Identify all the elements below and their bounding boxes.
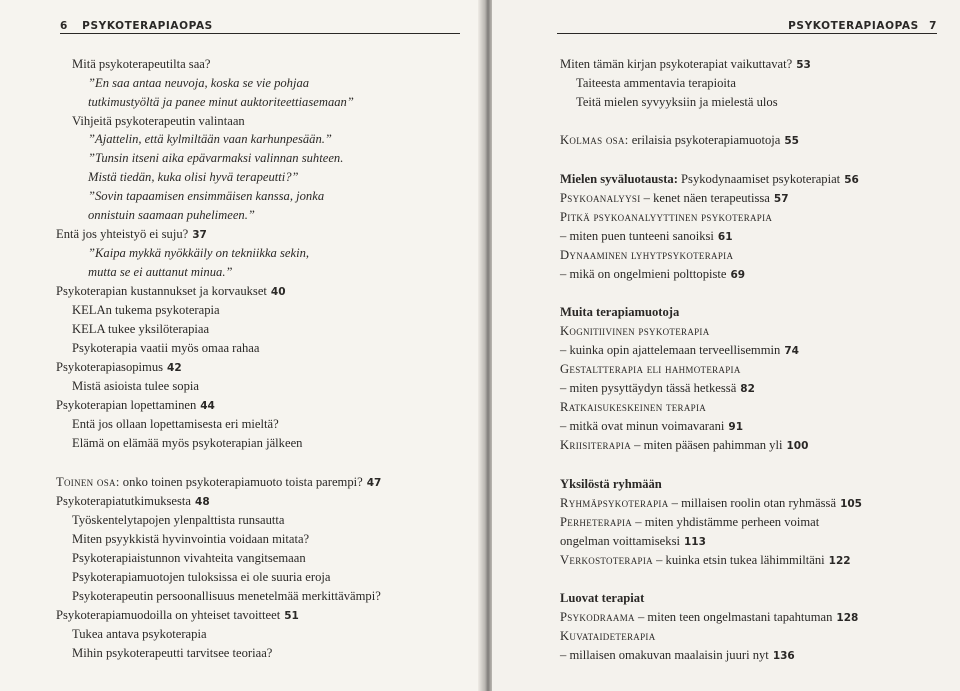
toc-page-number: 74 — [784, 345, 799, 357]
toc-line — [72, 512, 284, 528]
toc-line-text: Yksilöstä ryhmään — [560, 477, 662, 491]
toc-page-number: 51 — [284, 610, 299, 622]
toc-line — [88, 131, 332, 147]
toc-line — [560, 247, 733, 263]
toc-line-text: Miten tämän kirjan psykoterapiat vaikuttavat? — [560, 57, 793, 71]
toc-line-text: Psykoterapian lopettaminen — [56, 398, 197, 412]
right-page — [492, 0, 960, 691]
toc-line — [72, 550, 306, 566]
toc-line — [560, 514, 819, 530]
toc-line-text: – miten yhdistämme perheen voimat — [632, 515, 820, 529]
left-page-number: 6 — [60, 20, 68, 32]
toc-part-label: Perheterapia — [560, 515, 633, 529]
toc-line — [560, 132, 799, 149]
right-header-title: PSYKOTERAPIAOPAS — [788, 20, 919, 32]
toc-line-text: Mistä asioista tulee sopia — [72, 379, 199, 393]
toc-page-number: 122 — [828, 555, 851, 567]
toc-line-text: – millaisen omakuvan maalaisin juuri nyt — [560, 648, 769, 662]
toc-line-text: onnistuin saamaan puhelimeen.” — [88, 208, 255, 222]
toc-line — [560, 323, 710, 339]
toc-line — [560, 418, 743, 435]
toc-line-text: tutkimustyöltä ja panee minut auktoriteettiasemaan” — [88, 95, 354, 109]
toc-page-number: 57 — [773, 193, 789, 205]
toc-part-label: Gestaltterapia eli hahmoterapia — [560, 362, 741, 376]
toc-line-text: Taiteesta ammentavia terapioita — [576, 76, 736, 90]
left-header-title: PSYKOTERAPIAOPAS — [82, 20, 213, 32]
toc-page-number: 100 — [786, 440, 809, 452]
toc-part-label: Toinen osa: — [56, 475, 120, 489]
toc-line — [72, 302, 220, 318]
toc-page-number: 128 — [836, 612, 859, 624]
toc-line — [56, 607, 299, 624]
toc-line-text: – miten puen tunteeni sanoiksi — [560, 229, 714, 243]
toc-line — [72, 378, 199, 394]
toc-line — [56, 397, 215, 414]
toc-line-text: – miten pysyttäydyn tässä hetkessä — [560, 381, 737, 395]
toc-part-label: Psykoanalyysi — [560, 191, 641, 205]
toc-line-text: mutta se ei auttanut minua.” — [88, 265, 233, 279]
toc-part-label: Ryhmäpsykoterapia — [560, 496, 669, 510]
toc-page-number: 82 — [740, 383, 755, 395]
toc-line-text: Mielen syväluotausta: — [560, 172, 678, 186]
toc-line — [88, 94, 354, 110]
toc-line — [72, 56, 210, 72]
toc-line-text: Entä jos ollaan lopettamisesta eri mieltä? — [72, 417, 279, 431]
toc-line — [56, 359, 182, 376]
toc-line-text: Luovat terapiat — [560, 591, 645, 605]
toc-line — [560, 342, 799, 359]
toc-line-text: ”Kaipa mykkä nyökkäily on tekniikka sekin, — [88, 246, 310, 260]
toc-line-text: Tukea antava psykoterapia — [72, 627, 207, 641]
toc-line — [560, 171, 859, 188]
toc-line-text: Entä jos yhteistyö ei suju? — [56, 227, 189, 241]
toc-line-text: Miten psyykkistä hyvinvointia voidaan mitata? — [72, 532, 310, 546]
toc-line-subtext: Psykodynaamiset psykoterapiat — [677, 172, 841, 186]
toc-line-text: Elämä on elämää myös psykoterapian jälkeen — [72, 436, 303, 450]
toc-line-text: onko toinen psykoterapiamuoto toista parempi? — [119, 475, 363, 489]
toc-line-text: – kenet näen terapeutissa — [640, 191, 770, 205]
toc-line-text: Työskentelytapojen ylenpalttista runsautta — [72, 513, 285, 527]
toc-line-text: Psykoterapiamuodoilla on yhteiset tavoitteet — [56, 608, 281, 622]
toc-line — [56, 474, 381, 491]
toc-line — [72, 416, 279, 432]
left-running-header — [60, 20, 460, 34]
toc-line — [576, 75, 736, 91]
toc-page-number: 61 — [717, 231, 733, 243]
toc-line — [560, 628, 656, 644]
toc-part-label: Psykodraama — [560, 610, 635, 624]
toc-part-label: Kognitiivinen psykoterapia — [560, 324, 710, 338]
toc-part-label: Dynaaminen lyhytpsykoterapia — [560, 248, 734, 262]
toc-page-number: 55 — [784, 135, 799, 147]
toc-line-text: Teitä mielen syvyyksiin ja mielestä ulos — [576, 95, 778, 109]
toc-line — [560, 552, 851, 569]
toc-line — [72, 113, 245, 129]
toc-page-number: 40 — [270, 286, 286, 298]
toc-part-label: Verkostoterapia — [560, 553, 653, 567]
toc-line — [560, 228, 733, 245]
toc-line-text: – mikä on ongelmieni polttopiste — [560, 267, 727, 281]
toc-line-text: KELA tukee yksilöterapiaa — [72, 322, 210, 336]
toc-line-text: KELAn tukema psykoterapia — [72, 303, 220, 317]
toc-line-text: – kuinka etsin tukea lähimmiltäni — [652, 553, 825, 567]
toc-page-number: 47 — [366, 477, 382, 489]
toc-line — [560, 209, 772, 225]
toc-line — [72, 569, 330, 585]
toc-line — [56, 226, 207, 243]
toc-line-text: Psykoterapiasopimus — [56, 360, 164, 374]
toc-line — [560, 399, 706, 415]
toc-part-label: Ratkaisukeskeinen terapia — [560, 400, 707, 414]
toc-page-number: 113 — [683, 536, 706, 548]
toc-line — [72, 645, 272, 661]
toc-line — [560, 609, 858, 626]
toc-page-number: 69 — [730, 269, 746, 281]
toc-line-text: erilaisia psykoterapiamuotoja — [628, 133, 781, 147]
toc-line — [560, 495, 862, 512]
toc-line — [560, 56, 811, 73]
toc-line-text: Mihin psykoterapeutti tarvitsee teoriaa? — [72, 646, 273, 660]
toc-line — [72, 626, 207, 642]
toc-line-text: – miten teen ongelmastani tapahtuman — [634, 610, 833, 624]
toc-line — [88, 150, 343, 166]
toc-line — [56, 493, 210, 510]
right-running-header — [557, 20, 937, 34]
toc-page-number: 105 — [840, 498, 862, 510]
toc-line-text: Mistä tiedän, kuka olisi hyvä terapeutti?” — [88, 170, 299, 184]
right-page-number: 7 — [929, 20, 937, 32]
toc-line-text: ”Sovin tapaamisen ensimmäisen kanssa, jonka — [88, 189, 325, 203]
toc-page-number: 44 — [200, 400, 215, 412]
toc-line-text: – millaisen roolin otan ryhmässä — [668, 496, 837, 510]
toc-line-text: Psykoterapian kustannukset ja korvaukset — [56, 284, 267, 298]
toc-part-label: Pitkä psykoanalyyttinen psykoterapia — [560, 210, 773, 224]
toc-line — [88, 207, 255, 223]
toc-line — [88, 169, 299, 185]
toc-line — [72, 588, 381, 604]
toc-page-number: 42 — [167, 362, 182, 374]
toc-line-text: Psykoterapiamuotojen tuloksissa ei ole suuria eroja — [72, 570, 331, 584]
toc-line — [560, 380, 755, 397]
toc-line-text: Psykoterapeutin persoonallisuus menetelmää merkittävämpi? — [72, 589, 381, 603]
toc-line — [72, 321, 209, 337]
toc-line — [560, 533, 706, 550]
toc-line-text: ”Tunsin itseni aika epävarmaksi valinnan suhteen. — [88, 151, 344, 165]
toc-page-number: 56 — [844, 174, 859, 186]
toc-line — [88, 264, 232, 280]
toc-line-text: ”En saa antaa neuvoja, koska se vie pohjaa — [88, 76, 310, 90]
toc-line — [72, 435, 302, 451]
toc-part-label: Kriisiterapia — [560, 438, 631, 452]
toc-line — [560, 304, 679, 320]
toc-line — [88, 75, 309, 91]
toc-page-number: 48 — [195, 496, 210, 508]
toc-part-label: Kolmas osa: — [560, 133, 629, 147]
toc-page-number: 91 — [728, 421, 744, 433]
toc-line — [88, 188, 324, 204]
toc-line — [560, 266, 745, 283]
toc-line-text: ongelman voittamiseksi — [560, 534, 680, 548]
toc-line-text: Vihjeitä psykoterapeutin valintaan — [72, 114, 245, 128]
toc-page-number: 37 — [192, 229, 207, 241]
toc-line — [560, 361, 741, 377]
toc-line-text: – mitkä ovat minun voimavarani — [560, 419, 725, 433]
toc-line-text: Mitä psykoterapeutilta saa? — [72, 57, 211, 71]
toc-line — [88, 245, 309, 261]
toc-line — [72, 531, 309, 547]
toc-line — [560, 476, 662, 492]
toc-part-label: Kuvataideterapia — [560, 629, 656, 643]
toc-page-number: 136 — [772, 650, 795, 662]
toc-line-text: Muita terapiamuotoja — [560, 305, 680, 319]
toc-line — [560, 647, 795, 664]
toc-line-text: ”Ajattelin, että kylmiltään vaan karhunpesään.” — [88, 132, 332, 146]
toc-line-text: Psykoterapia vaatii myös omaa rahaa — [72, 341, 260, 355]
toc-line — [72, 340, 259, 356]
toc-line-text: Psykoterapiaistunnon vivahteita vangitsemaan — [72, 551, 306, 565]
toc-line — [56, 283, 286, 300]
toc-line — [560, 190, 789, 207]
toc-line-text: – kuinka opin ajattelemaan terveellisemmin — [560, 343, 781, 357]
toc-line-text: – miten pääsen pahimman yli — [631, 438, 783, 452]
toc-line-text: Psykoterapiatutkimuksesta — [56, 494, 192, 508]
toc-line — [560, 590, 644, 606]
toc-page-number: 53 — [796, 59, 811, 71]
toc-line — [560, 437, 808, 454]
toc-line — [576, 94, 778, 110]
